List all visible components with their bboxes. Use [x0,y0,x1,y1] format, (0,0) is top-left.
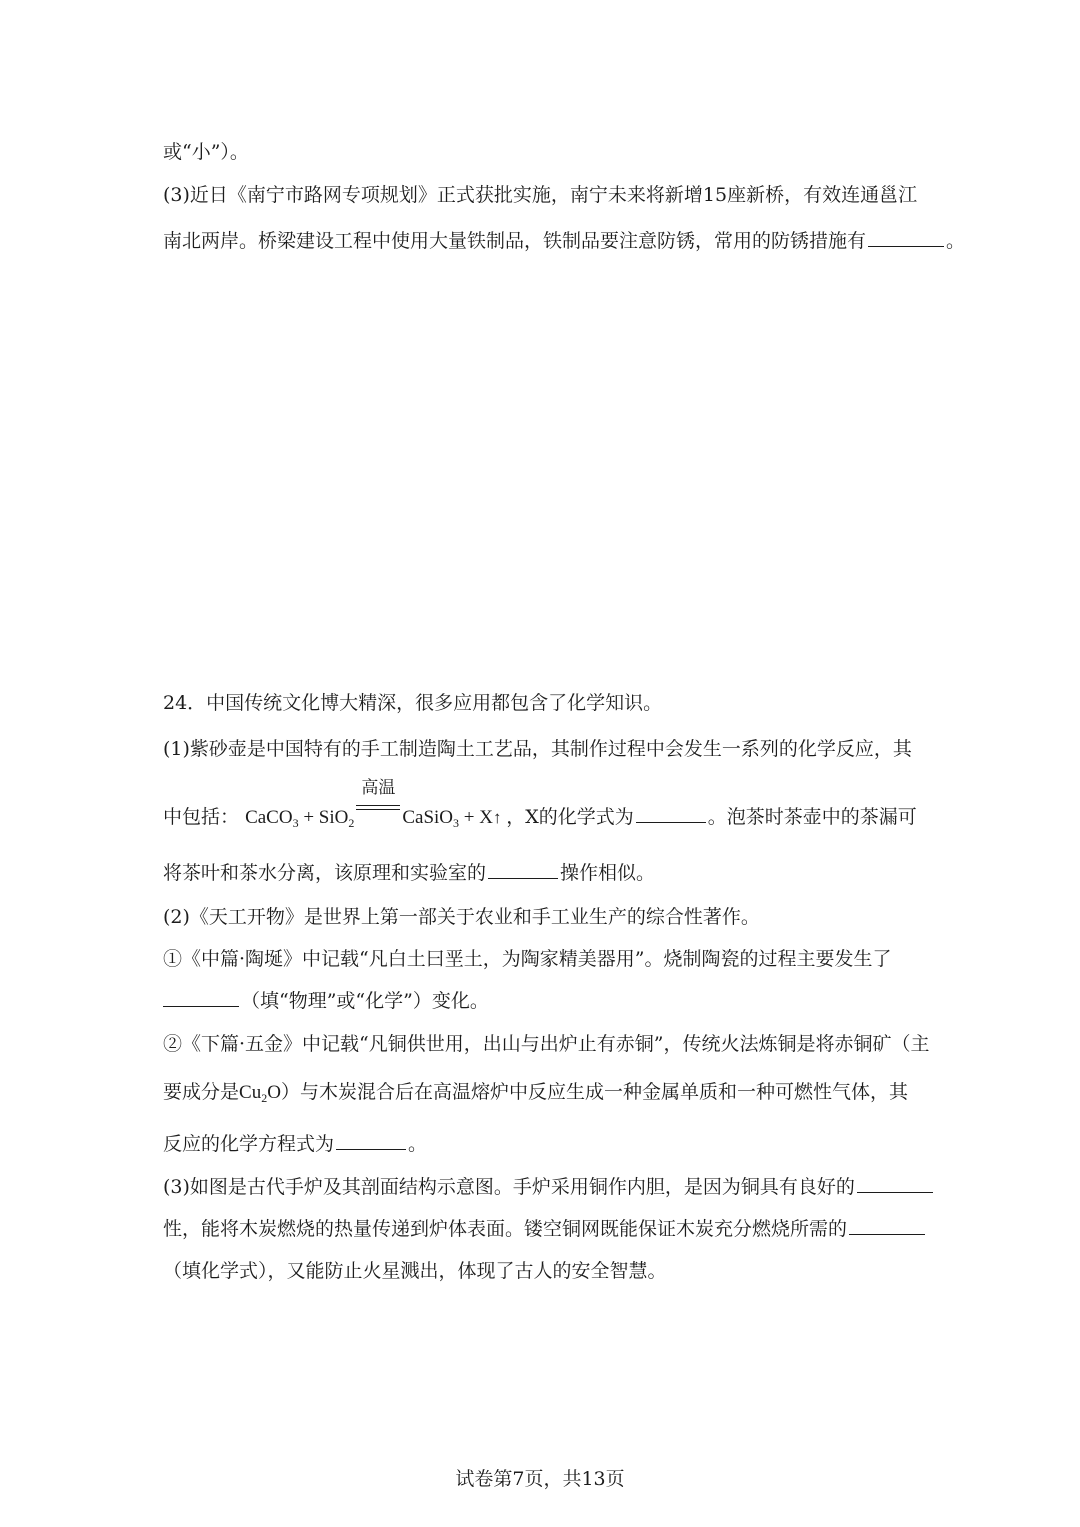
q24-part2-sub1-line2 [163,988,489,1014]
answer-blank[interactable] [488,860,558,879]
gas-arrow-icon: ↑ [493,808,502,827]
text: （填“物理”或“化学”）变化。 [241,990,489,1012]
q24-part3-line3 [163,1258,667,1284]
subscript: 3 [292,816,299,830]
text: (3)如图是古代手炉及其剖面结构示意图。手炉采用铜作内胆，是因为铜具有良好的 [163,1176,855,1198]
q24-part1-line1 [163,736,912,762]
text: ，X的化学式为 [506,806,634,828]
formula-o: O [267,1082,281,1103]
text: 中包括： [163,806,240,828]
text: 性，能将木炭燃烧的热量传递到炉体表面。镂空铜网既能保证木炭充分燃烧所需的 [163,1218,848,1240]
q23-part3-line2 [163,228,965,254]
plus-sign: + [298,807,319,828]
q23-part3-line1 [163,182,917,208]
text: （填化学式），又能防止火星溅出，体现了古人的安全智慧。 [163,1260,667,1282]
q24-part3-line2 [163,1216,927,1242]
answer-blank[interactable] [163,988,239,1007]
continuation-line [163,139,249,165]
chemical-equation [245,778,506,830]
answer-blank[interactable] [636,804,706,823]
formula-cu2o [239,1082,281,1103]
question-24-title [163,690,662,716]
text: 或“小”）。 [163,141,249,163]
plus-sign: + [459,807,480,828]
q24-part2-sub2-line3 [163,1131,427,1157]
text: 24．中国传统文化博大精深，很多应用都包含了化学知识。 [163,692,663,714]
page-footer: 试卷第7页，共13页 [455,1468,625,1490]
answer-blank[interactable] [336,1131,406,1150]
answer-blank[interactable] [868,228,944,247]
q24-part2-sub2-line1 [163,1031,929,1057]
reactant-caco3: CaCO [245,807,293,828]
text: ）与木炭混合后在高温熔炉中反应生成一种金属单质和一种可燃性气体，其 [280,1081,908,1103]
answer-blank[interactable] [849,1216,925,1235]
product-x: X [479,807,493,828]
text: (2)《天工开物》是世界上第一部关于农业和手工业生产的综合性著作。 [163,906,760,928]
subscript: 3 [453,816,460,830]
equals-line-top [356,805,400,806]
text: 。泡茶时茶壶中的茶漏可 [707,806,917,828]
subscript: 2 [261,1091,268,1105]
reactant-sio2: SiO [318,807,349,828]
text: 反应的化学方程式为 [163,1133,335,1155]
equals-line-bottom [356,809,400,810]
text: 。 [946,230,966,252]
formula-cu: Cu [239,1082,262,1103]
answer-blank[interactable] [857,1174,933,1193]
q24-part2-intro [163,904,760,930]
q24-part1-line2-equation [163,778,917,831]
condition-label: 高温 [361,778,396,797]
q24-part2-sub1-line1 [163,946,891,972]
text: ②《下篇·五金》中记载“凡铜供世用，出山与出炉止有赤铜”，传统火法炼铜是将赤铜矿（主 [163,1033,930,1055]
text: 将茶叶和茶水分离，该原理和实验室的 [163,862,487,884]
product-casio3: CaSiO [402,807,454,828]
q24-part1-line3 [163,860,655,886]
subscript: 2 [348,816,355,830]
q24-part2-sub2-line2 [163,1079,908,1106]
text: 南北两岸。桥梁建设工程中使用大量铁制品，铁制品要注意防锈，常用的防锈措施有 [163,230,867,252]
text: (3)近日《南宁市路网专项规划》正式获批实施，南宁未来将新增15座新桥，有效连通邕江 [163,184,918,206]
text: (1)紫砂壶是中国特有的手工制造陶土工艺品，其制作过程中会发生一系列的化学反应，其 [163,738,912,760]
text: ①《中篇·陶埏》中记载“凡白土曰垩土，为陶家精美器用”。烧制陶瓷的过程主要发生了 [163,948,892,970]
text: 。 [408,1133,428,1155]
text: 操作相似。 [560,862,656,884]
q24-part3-line1 [163,1174,935,1200]
text: 要成分是 [163,1081,240,1103]
reaction-condition [356,778,400,823]
